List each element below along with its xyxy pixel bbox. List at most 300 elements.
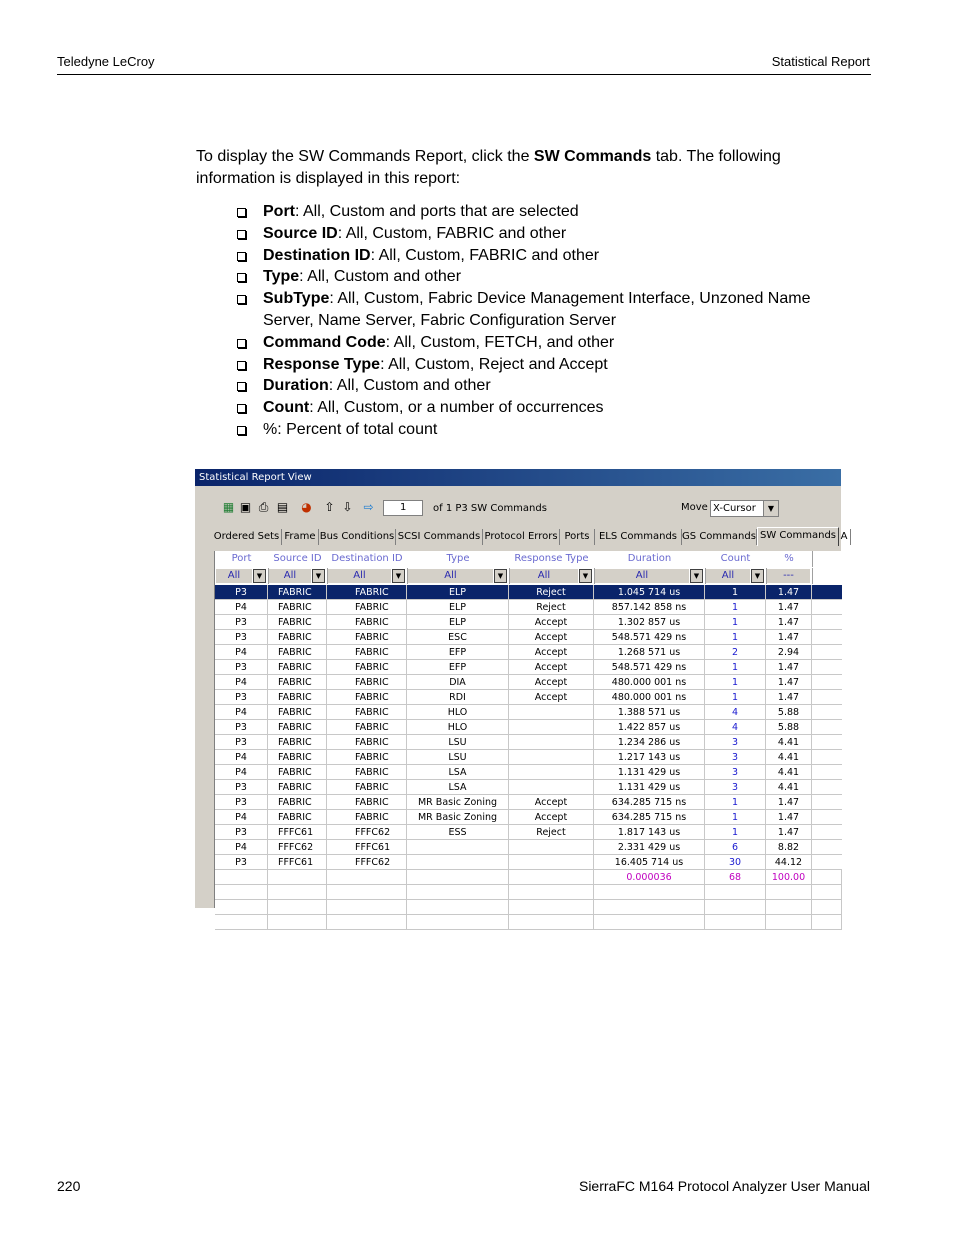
intro-paragraph [196,146,836,190]
cell-response-type [509,840,594,855]
filter-value: All [706,569,750,583]
cell-type [407,855,509,870]
total-percent: 100.00 [766,870,812,885]
totals-row [215,870,842,885]
cell-empty [268,870,327,885]
cell-empty [509,870,594,885]
cell-empty [215,915,268,930]
cell-destination-id: FABRIC [327,765,407,780]
cell-response-type: Accept [509,675,594,690]
filter-port[interactable] [215,568,269,584]
chevron-down-icon[interactable]: ▼ [494,569,507,583]
cell-destination-id: FABRIC [327,675,407,690]
tab-els-commands[interactable]: ELS Commands [595,529,682,545]
cell-empty [407,885,509,900]
tab-protocol-errors[interactable]: Protocol Errors [483,529,560,545]
cell-source-id: FABRIC [268,600,327,615]
filter-response-type[interactable] [509,568,595,584]
tab-scsi-commands[interactable]: SCSI Commands [396,529,483,545]
list-item-text: : All, Custom and other [299,268,462,286]
cell-empty [705,915,766,930]
cell-filler [812,705,842,720]
cell-filler [812,645,842,660]
cell-empty [268,915,327,930]
checkbox-bullet-icon [237,295,246,304]
total-count: 68 [705,870,766,885]
cell-type: HLO [407,705,509,720]
header-section-title: Statistical Report [771,54,870,69]
table-row[interactable] [215,780,842,795]
table-row[interactable] [215,750,842,765]
cell-duration: 480.000 001 ns [594,675,705,690]
cell-empty [327,900,407,915]
cell-duration: 1.817 143 us [594,825,705,840]
cell-source-id: FABRIC [268,750,327,765]
cell-percent: 4.41 [766,765,812,780]
tab-bus-conditions[interactable]: Bus Conditions [319,529,396,545]
cell-empty [509,900,594,915]
window-title: Statistical Report View [195,469,841,486]
cell-empty [509,885,594,900]
table-row[interactable] [215,675,842,690]
table-row[interactable] [215,765,842,780]
field-list [237,201,847,441]
filter-percent[interactable] [766,568,813,584]
page-number-input[interactable]: 1 [383,500,423,516]
cell-destination-id: FABRIC [327,645,407,660]
cell-destination-id: FFFC62 [327,825,407,840]
cell-type: MR Basic Zoning [407,810,509,825]
filter-source-id[interactable] [268,568,328,584]
cell-filler [812,690,842,705]
column-header-response-type[interactable]: Response Type [509,551,595,567]
column-header-type[interactable]: Type [407,551,510,567]
cell-filler [812,615,842,630]
cell-destination-id: FFFC61 [327,840,407,855]
cell-empty [594,915,705,930]
cell-empty [215,900,268,915]
cell-port: P3 [215,735,268,750]
cell-response-type: Accept [509,810,594,825]
cell-type: ESC [407,630,509,645]
tab-ports[interactable]: Ports [560,529,595,545]
cell-source-id: FABRIC [268,630,327,645]
filter-value: All [269,569,311,583]
cell-destination-id: FABRIC [327,780,407,795]
column-header-source-id[interactable]: Source ID [268,551,328,567]
cell-filler [812,810,842,825]
cell-count: 1 [705,600,766,615]
cell-filler [812,630,842,645]
cell-empty [327,870,407,885]
list-item [237,354,847,376]
cell-port: P3 [215,690,268,705]
up-arrow-icon[interactable]: ⇧ [324,500,335,514]
cell-type: ESS [407,825,509,840]
cell-filler [812,750,842,765]
column-header-percent[interactable]: % [766,551,813,567]
table-row[interactable] [215,645,842,660]
cell-source-id: FFFC61 [268,855,327,870]
chevron-down-icon[interactable]: ▼ [579,569,592,583]
cell-empty [407,915,509,930]
filter-value: All [408,569,493,583]
cell-empty [594,885,705,900]
move-select[interactable] [710,500,779,517]
intro-prefix: To display the SW Commands Report, click the [196,148,534,165]
table-row[interactable] [215,585,842,600]
filter-count[interactable] [705,568,767,584]
footer-manual-title: SierraFC M164 Protocol Analyzer User Manual [578,1178,870,1194]
checkbox-bullet-icon [237,273,246,282]
cell-filler [812,720,842,735]
table-row[interactable] [215,795,842,810]
cell-response-type [509,750,594,765]
sw-commands-table [214,551,842,908]
cell-type: ELP [407,585,509,600]
cell-type: LSU [407,750,509,765]
column-header-port[interactable]: Port [215,551,269,567]
filter-destination-id[interactable] [327,568,408,584]
tab-frame[interactable]: Frame [282,529,319,545]
toolbar [195,496,841,520]
cell-type: DIA [407,675,509,690]
cell-destination-id: FABRIC [327,795,407,810]
cell-empty [812,900,842,915]
page-info: of 1 P3 SW Commands [433,503,547,514]
cell-empty [407,870,509,885]
cell-empty [766,915,812,930]
cell-port: P3 [215,660,268,675]
cell-percent: 5.88 [766,720,812,735]
cell-percent: 44.12 [766,855,812,870]
cell-type: ELP [407,600,509,615]
table-row[interactable] [215,840,842,855]
cell-port: P4 [215,645,268,660]
cell-port: P4 [215,705,268,720]
cell-count: 4 [705,705,766,720]
cell-empty [327,915,407,930]
checkbox-bullet-icon [237,382,246,391]
cell-count: 3 [705,735,766,750]
cell-source-id: FABRIC [268,780,327,795]
list-item-text: : All, Custom and other [328,377,491,395]
cell-destination-id: FABRIC [327,705,407,720]
cell-duration: 1.388 571 us [594,705,705,720]
list-item-text: : All, Custom, Reject and Accept [380,355,608,373]
list-item-text: : All, Custom, FABRIC and other [370,246,600,264]
cell-count: 1 [705,795,766,810]
cell-percent: 5.88 [766,705,812,720]
cell-filler [812,675,842,690]
cell-empty [812,915,842,930]
cell-filler [812,795,842,810]
cell-destination-id: FABRIC [327,810,407,825]
empty-row [215,900,842,915]
cell-duration: 857.142 858 ns [594,600,705,615]
cell-duration: 1.217 143 us [594,750,705,765]
list-item-text: : All, Custom, Fabric Device Management Interface, Unzoned Name Server, Name Server, Fabric Configuration Server [263,290,811,329]
list-item [237,266,847,288]
cell-empty [327,885,407,900]
cell-type: EFP [407,660,509,675]
cell-port: P4 [215,840,268,855]
table-row[interactable] [215,630,842,645]
cell-duration: 1.131 429 us [594,780,705,795]
list-item [237,419,847,441]
checkbox-bullet-icon [237,208,246,217]
cell-response-type: Accept [509,645,594,660]
cell-destination-id: FABRIC [327,750,407,765]
list-item-term: Count [263,399,310,417]
total-duration: 0.000036 [594,870,705,885]
cell-count: 1 [705,690,766,705]
cell-response-type: Accept [509,795,594,810]
cell-percent: 4.41 [766,780,812,795]
cell-source-id: FABRIC [268,765,327,780]
cell-percent: 1.47 [766,630,812,645]
cell-source-id: FABRIC [268,810,327,825]
cell-filler [812,765,842,780]
color-icon[interactable]: ◕ [301,500,312,514]
cell-duration: 1.045 714 us [594,585,705,600]
cell-percent: 8.82 [766,840,812,855]
filter-value: All [510,569,578,583]
filter-value: All [595,569,689,583]
cell-response-type: Accept [509,660,594,675]
cell-empty [407,900,509,915]
list-item-text: %: Percent of total count [263,420,438,438]
list-item-term: Command Code [263,333,386,351]
filter-type[interactable] [407,568,510,584]
filter-value: All [216,569,252,583]
down-arrow-icon[interactable]: ⇩ [342,500,353,514]
list-item-term: Response Type [263,355,381,373]
cell-empty [812,870,842,885]
tab-sw-commands[interactable]: SW Commands [757,527,839,546]
checkbox-bullet-icon [237,230,246,239]
chevron-down-icon[interactable]: ▼ [392,569,405,583]
cell-source-id: FABRIC [268,615,327,630]
cell-port: P4 [215,750,268,765]
cell-type: EFP [407,645,509,660]
tab-gs-commands[interactable]: GS Commands [682,529,757,545]
checkbox-bullet-icon [237,252,246,261]
column-header-destination-id[interactable]: Destination ID [327,551,408,567]
cell-response-type: Reject [509,825,594,840]
cell-empty [705,900,766,915]
cell-destination-id: FABRIC [327,735,407,750]
cell-type: LSU [407,735,509,750]
cell-destination-id: FABRIC [327,600,407,615]
cell-count: 1 [705,630,766,645]
cell-response-type [509,735,594,750]
cell-percent: 4.41 [766,750,812,765]
table-row[interactable] [215,825,842,840]
cell-destination-id: FABRIC [327,585,407,600]
cell-empty [268,885,327,900]
table-row[interactable] [215,735,842,750]
cell-destination-id: FABRIC [327,720,407,735]
cell-filler [812,735,842,750]
chevron-down-icon[interactable]: ▼ [751,569,764,583]
cell-source-id: FABRIC [268,705,327,720]
cell-response-type [509,855,594,870]
report-tabs [212,527,848,545]
cell-destination-id: FFFC62 [327,855,407,870]
cell-count: 1 [705,825,766,840]
cell-count: 1 [705,660,766,675]
cell-empty [705,885,766,900]
cell-filler [812,585,842,600]
table-row[interactable] [215,600,842,615]
filter-value: All [328,569,391,583]
checkbox-bullet-icon [237,339,246,348]
table-row[interactable] [215,705,842,720]
cell-source-id: FABRIC [268,690,327,705]
cell-type: LSA [407,765,509,780]
intro-suffix: tab. The following information is displayed in this report: [196,148,781,187]
cell-percent: 1.47 [766,825,812,840]
table-row[interactable] [215,810,842,825]
cell-source-id: FABRIC [268,645,327,660]
cell-type: HLO [407,720,509,735]
footer-page-number: 220 [57,1178,81,1194]
save-icon[interactable]: ▣ [239,500,252,514]
cell-source-id: FABRIC [268,675,327,690]
list-item-term: Source ID [263,224,338,242]
cell-percent: 1.47 [766,795,812,810]
chevron-down-icon[interactable]: ▼ [763,501,778,516]
goto-arrow-icon[interactable]: ⇨ [363,500,374,514]
chevron-down-icon[interactable]: ▼ [312,569,325,583]
list-item-text: : All, Custom and ports that are selected [295,203,579,220]
cell-empty [594,900,705,915]
cell-filler [812,780,842,795]
table-row[interactable] [215,855,842,870]
cell-port: P3 [215,795,268,810]
cell-response-type [509,705,594,720]
cell-port: P3 [215,585,268,600]
cell-empty [215,885,268,900]
cell-empty [215,870,268,885]
intro-bold-term: SW Commands [533,148,652,165]
cell-count: 2 [705,645,766,660]
filter-value: --- [767,569,810,583]
print-preview-icon[interactable]: ▤ [276,500,289,514]
empty-row [215,885,842,900]
move-select-value: X-Cursor [713,503,756,514]
list-item-term: SubType [263,290,330,308]
cell-duration: 1.422 857 us [594,720,705,735]
cell-type: ELP [407,615,509,630]
cell-percent: 1.47 [766,675,812,690]
cell-source-id: FABRIC [268,585,327,600]
empty-row [215,915,842,930]
cell-response-type [509,720,594,735]
cell-count: 1 [705,810,766,825]
cell-port: P3 [215,780,268,795]
checkbox-bullet-icon [237,404,246,413]
cell-source-id: FABRIC [268,660,327,675]
cell-destination-id: FABRIC [327,630,407,645]
table-row[interactable] [215,690,842,705]
chevron-down-icon[interactable]: ▼ [690,569,703,583]
cell-type: RDI [407,690,509,705]
cell-port: P3 [215,615,268,630]
cell-source-id: FFFC62 [268,840,327,855]
table-row[interactable] [215,660,842,675]
cell-destination-id: FABRIC [327,660,407,675]
cell-response-type [509,765,594,780]
checkbox-bullet-icon [237,426,246,435]
cell-percent: 1.47 [766,585,812,600]
cell-port: P4 [215,675,268,690]
table-row[interactable] [215,615,842,630]
column-header-duration[interactable]: Duration [594,551,706,567]
cell-type [407,840,509,855]
cell-duration: 2.331 429 us [594,840,705,855]
chevron-down-icon[interactable]: ▼ [253,569,266,583]
header-company: Teledyne LeCroy [57,54,155,69]
tab-a[interactable]: A [838,529,851,545]
filter-duration[interactable] [594,568,706,584]
cell-filler [812,840,842,855]
cell-percent: 4.41 [766,735,812,750]
checkbox-bullet-icon [237,361,246,370]
list-item [237,245,847,267]
cell-port: P3 [215,825,268,840]
cell-type: LSA [407,780,509,795]
cell-source-id: FABRIC [268,735,327,750]
list-item [237,288,847,332]
cell-duration: 634.285 715 ns [594,810,705,825]
list-item-term: Port [263,203,295,220]
cell-empty [509,915,594,930]
cell-duration: 16.405 714 us [594,855,705,870]
cell-port: P3 [215,855,268,870]
cell-duration: 1.131 429 us [594,765,705,780]
list-item [237,397,847,419]
tab-ordered-sets[interactable]: Ordered Sets [212,529,282,545]
cell-duration: 480.000 001 ns [594,690,705,705]
cell-duration: 1.268 571 us [594,645,705,660]
cell-count: 6 [705,840,766,855]
list-item-term: Type [263,268,300,286]
cell-duration: 548.571 429 ns [594,660,705,675]
cell-count: 3 [705,750,766,765]
cell-count: 30 [705,855,766,870]
list-item-text: : All, Custom, or a number of occurrences [309,399,604,417]
cell-port: P4 [215,810,268,825]
list-item-text: : All, Custom, FABRIC and other [337,224,567,242]
cell-percent: 1.47 [766,660,812,675]
table-row[interactable] [215,720,842,735]
excel-icon[interactable]: ▦ [222,500,235,514]
cell-port: P3 [215,630,268,645]
cell-port: P4 [215,765,268,780]
cell-percent: 2.94 [766,645,812,660]
list-item [237,223,847,245]
column-header-count[interactable]: Count [705,551,767,567]
cell-empty [766,885,812,900]
list-item [237,332,847,354]
cell-source-id: FABRIC [268,720,327,735]
print-icon[interactable]: ⎙ [258,500,269,514]
cell-percent: 1.47 [766,810,812,825]
cell-source-id: FFFC61 [268,825,327,840]
cell-duration: 1.302 857 us [594,615,705,630]
